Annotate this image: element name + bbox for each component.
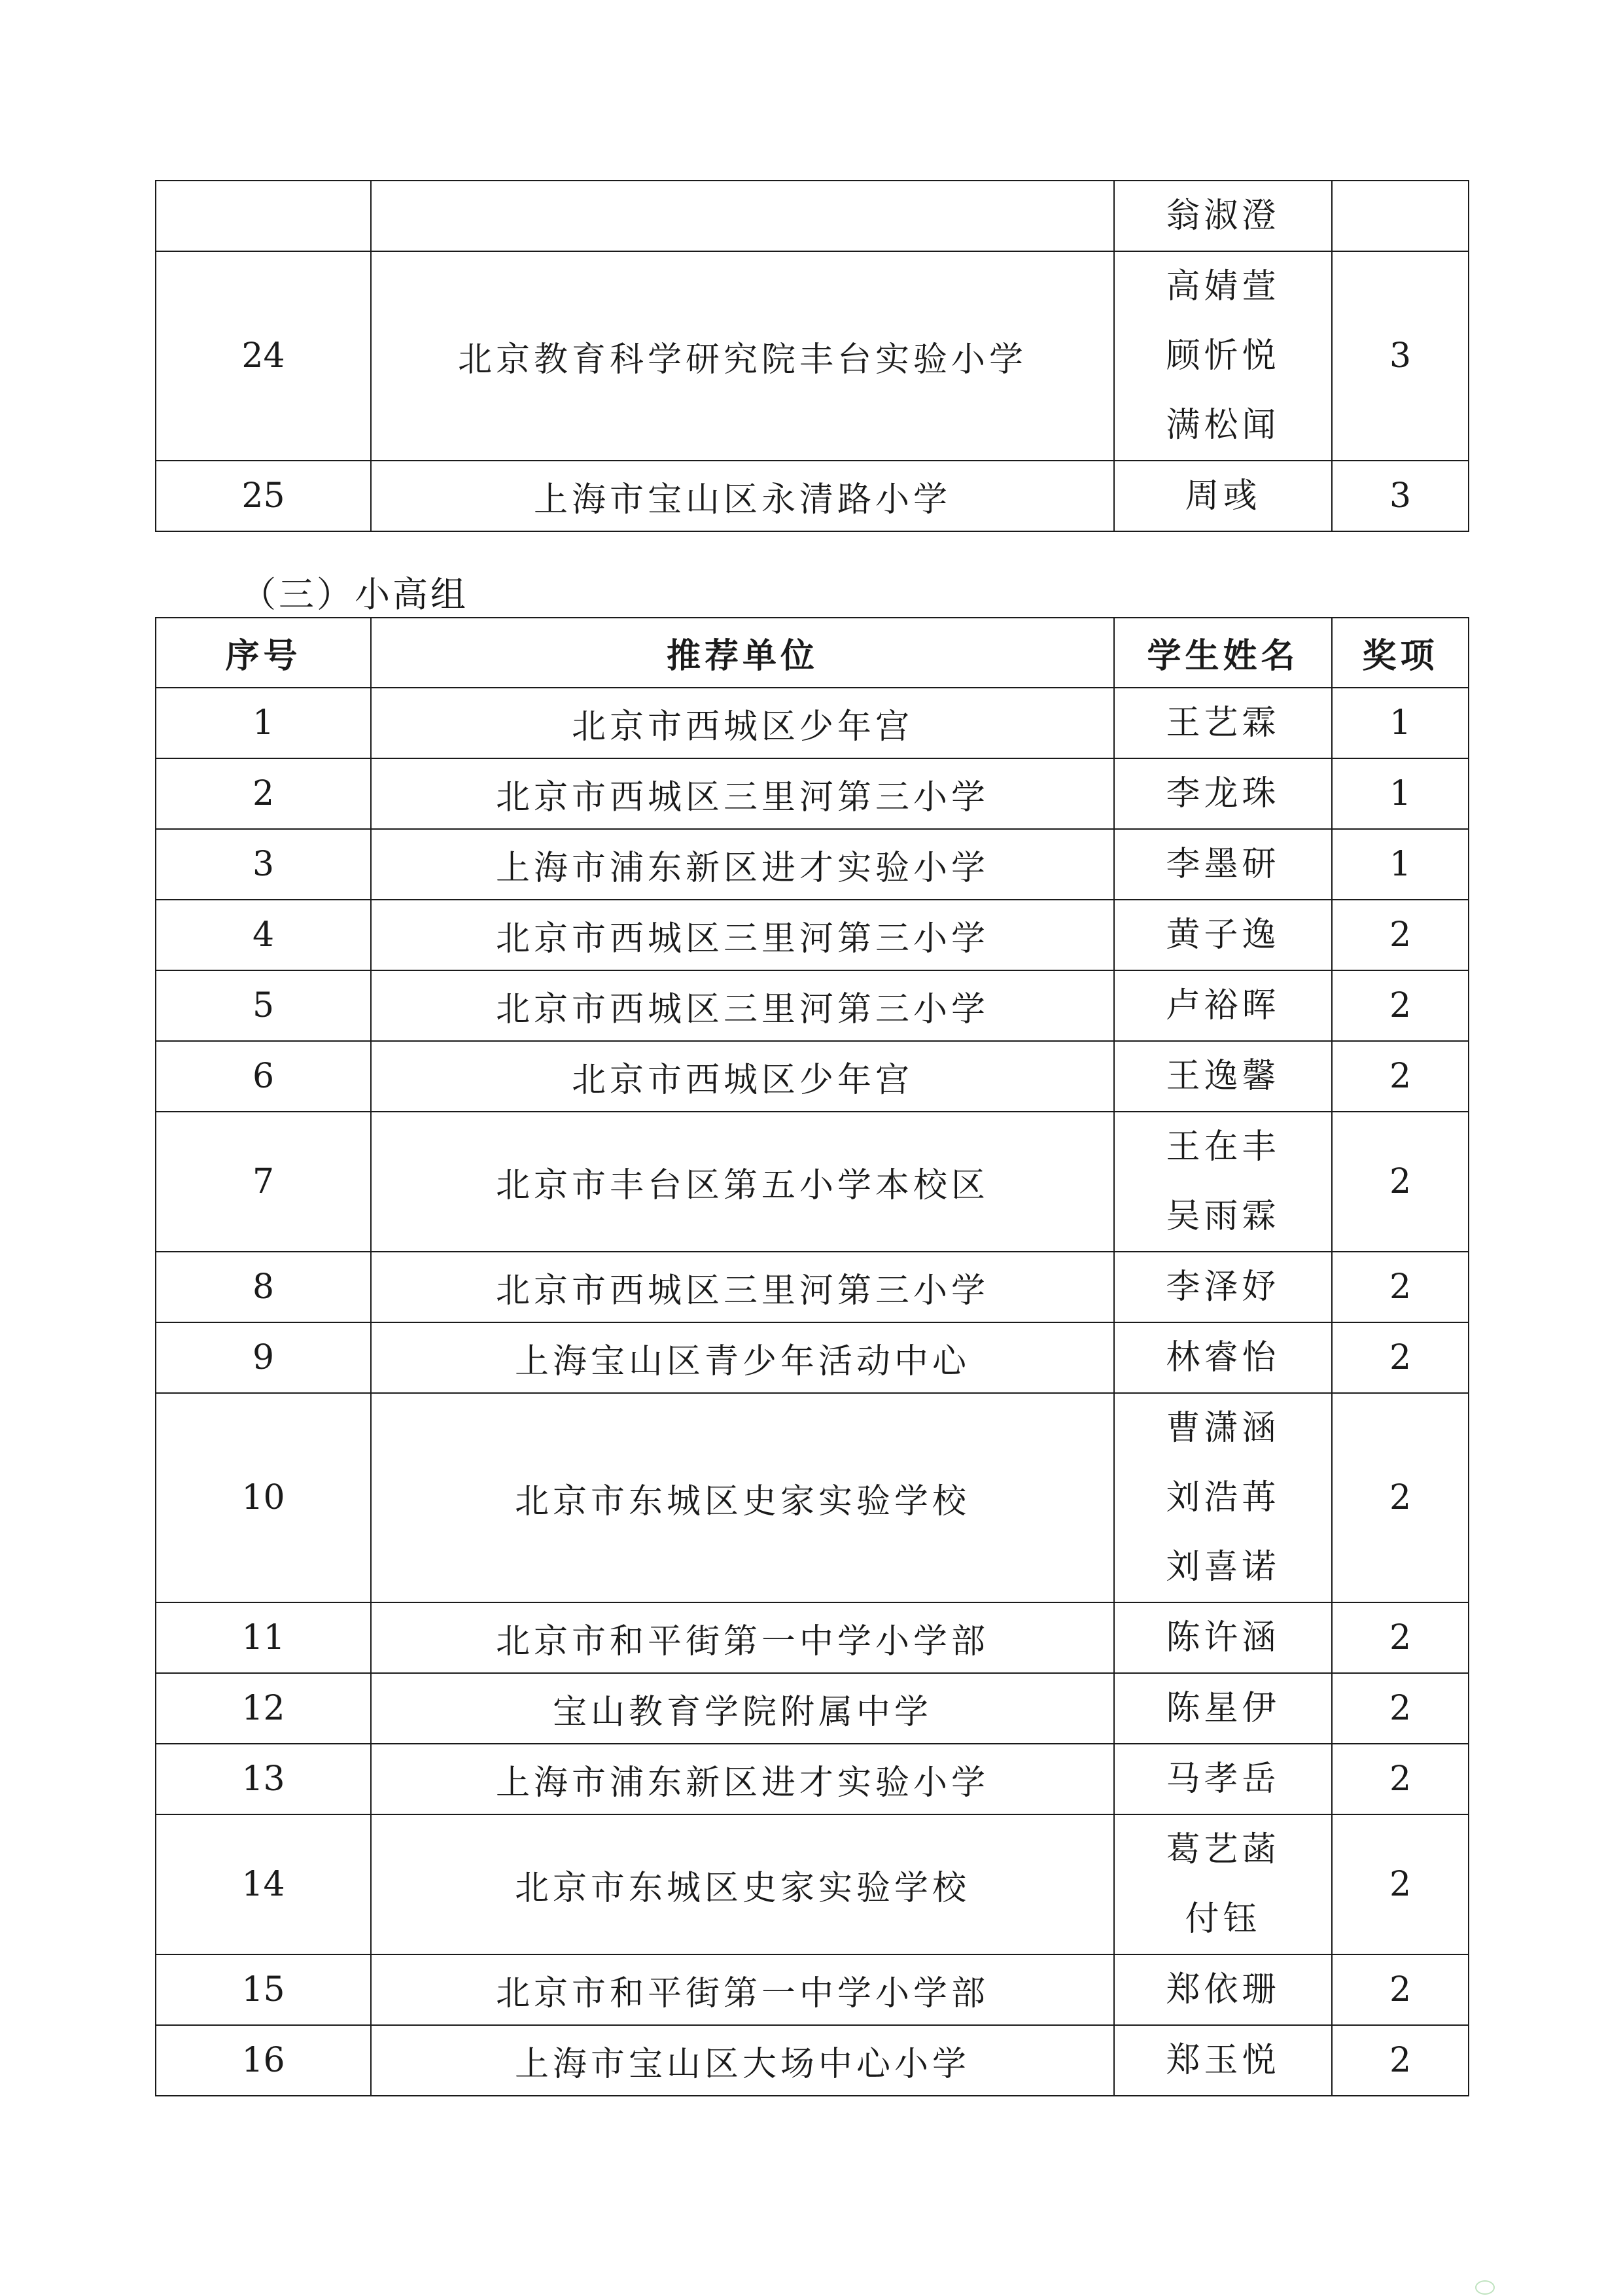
row-number: 8	[156, 1252, 371, 1322]
row-unit: 北京市和平街第一中学小学部	[371, 1954, 1114, 2025]
student-name: 林睿怡	[1166, 1338, 1280, 1377]
row-number: 5	[156, 970, 371, 1041]
row-student-names	[1114, 251, 1332, 461]
row-student-names	[1114, 1393, 1332, 1602]
student-name: 王逸馨	[1166, 1057, 1280, 1096]
row-unit: 北京市西城区三里河第三小学	[371, 900, 1114, 970]
student-name: 刘喜诺	[1166, 1547, 1280, 1587]
row-number: 24	[156, 251, 371, 461]
student-name: 李泽妤	[1166, 1267, 1280, 1307]
table-row	[156, 829, 1469, 900]
row-award: 2	[1332, 1744, 1469, 1814]
table-row	[156, 1252, 1469, 1322]
row-student-names	[1114, 900, 1332, 970]
row-student-names	[1114, 1954, 1332, 2025]
row-number: 2	[156, 758, 371, 829]
row-unit: 北京市东城区史家实验学校	[371, 1814, 1114, 1954]
student-name: 王艺霖	[1166, 703, 1280, 743]
row-student-names	[1114, 1814, 1332, 1954]
row-unit: 北京市西城区少年宫	[371, 1041, 1114, 1112]
table-row	[156, 1041, 1469, 1112]
circle-mark-icon	[1475, 2280, 1495, 2295]
row-award: 2	[1332, 1322, 1469, 1393]
row-unit: 北京市西城区三里河第三小学	[371, 1252, 1114, 1322]
row-award: 2	[1332, 1252, 1469, 1322]
table-row	[156, 688, 1469, 758]
table-row	[156, 1814, 1469, 1954]
student-name: 葛艺菡	[1166, 1830, 1280, 1869]
row-award: 2	[1332, 900, 1469, 970]
row-number: 7	[156, 1112, 371, 1252]
student-name: 曹潇涵	[1166, 1409, 1280, 1448]
row-unit	[371, 181, 1114, 251]
header-award: 奖项	[1332, 618, 1469, 688]
student-name: 翁淑澄	[1166, 196, 1280, 236]
table-row	[156, 758, 1469, 829]
row-student-names	[1114, 1602, 1332, 1673]
continued-award-table	[155, 180, 1469, 532]
row-number	[156, 181, 371, 251]
student-name: 陈许涵	[1166, 1618, 1280, 1657]
table-row	[156, 1744, 1469, 1814]
row-award: 2	[1332, 1602, 1469, 1673]
student-name: 高婧萱	[1166, 267, 1280, 306]
row-student-names	[1114, 1041, 1332, 1112]
student-name: 吴雨霖	[1166, 1197, 1280, 1236]
row-number: 13	[156, 1744, 371, 1814]
student-name: 付钰	[1185, 1899, 1261, 1939]
student-name: 陈星伊	[1166, 1689, 1280, 1728]
row-unit: 上海市浦东新区进才实验小学	[371, 829, 1114, 900]
row-unit: 上海市宝山区大场中心小学	[371, 2025, 1114, 2096]
row-student-names	[1114, 461, 1332, 531]
table-row	[156, 181, 1469, 251]
row-award: 2	[1332, 2025, 1469, 2096]
row-unit: 北京市西城区少年宫	[371, 688, 1114, 758]
row-number: 11	[156, 1602, 371, 1673]
table-row	[156, 970, 1469, 1041]
table-header-row	[156, 618, 1469, 688]
row-award: 2	[1332, 1673, 1469, 1744]
header-names: 学生姓名	[1114, 618, 1332, 688]
row-award: 1	[1332, 758, 1469, 829]
row-student-names	[1114, 829, 1332, 900]
row-student-names	[1114, 1673, 1332, 1744]
row-unit: 上海宝山区青少年活动中心	[371, 1322, 1114, 1393]
row-award: 2	[1332, 1112, 1469, 1252]
row-unit: 上海市浦东新区进才实验小学	[371, 1744, 1114, 1814]
row-number: 1	[156, 688, 371, 758]
row-award: 1	[1332, 829, 1469, 900]
student-name: 顾忻悦	[1166, 336, 1280, 376]
row-student-names	[1114, 1252, 1332, 1322]
table-row	[156, 1322, 1469, 1393]
row-student-names	[1114, 2025, 1332, 2096]
student-name: 马孝岳	[1166, 1759, 1280, 1799]
row-number: 3	[156, 829, 371, 900]
row-award: 2	[1332, 970, 1469, 1041]
row-number: 4	[156, 900, 371, 970]
row-unit: 上海市宝山区永清路小学	[371, 461, 1114, 531]
header-unit: 推荐单位	[371, 618, 1114, 688]
row-number: 16	[156, 2025, 371, 2096]
row-award	[1332, 181, 1469, 251]
row-number: 14	[156, 1814, 371, 1954]
student-name: 李墨研	[1166, 845, 1280, 884]
row-unit: 北京市和平街第一中学小学部	[371, 1602, 1114, 1673]
student-name: 王在丰	[1166, 1127, 1280, 1167]
row-student-names	[1114, 1744, 1332, 1814]
row-unit: 北京市西城区三里河第三小学	[371, 758, 1114, 829]
row-unit: 北京教育科学研究院丰台实验小学	[371, 251, 1114, 461]
table-row	[156, 1112, 1469, 1252]
student-name: 李龙珠	[1166, 774, 1280, 813]
row-student-names	[1114, 181, 1332, 251]
row-award: 2	[1332, 1814, 1469, 1954]
row-student-names	[1114, 1322, 1332, 1393]
row-award: 2	[1332, 1954, 1469, 2025]
row-award: 1	[1332, 688, 1469, 758]
table-row	[156, 1393, 1469, 1602]
table-row	[156, 2025, 1469, 2096]
row-student-names	[1114, 688, 1332, 758]
table-row	[156, 251, 1469, 461]
student-name: 卢裕晖	[1166, 986, 1280, 1025]
row-number: 6	[156, 1041, 371, 1112]
table-row	[156, 1602, 1469, 1673]
row-student-names	[1114, 970, 1332, 1041]
row-unit: 北京市东城区史家实验学校	[371, 1393, 1114, 1602]
student-name: 周彧	[1185, 476, 1261, 516]
row-number: 10	[156, 1393, 371, 1602]
row-unit: 宝山教育学院附属中学	[371, 1673, 1114, 1744]
row-student-names	[1114, 758, 1332, 829]
row-number: 15	[156, 1954, 371, 2025]
row-award: 2	[1332, 1393, 1469, 1602]
row-unit: 北京市西城区三里河第三小学	[371, 970, 1114, 1041]
table-row	[156, 461, 1469, 531]
row-number: 12	[156, 1673, 371, 1744]
row-award: 2	[1332, 1041, 1469, 1112]
row-number: 25	[156, 461, 371, 531]
student-name: 满松闻	[1166, 406, 1280, 445]
table-row	[156, 1954, 1469, 2025]
table-row	[156, 1673, 1469, 1744]
row-number: 9	[156, 1322, 371, 1393]
header-no: 序号	[156, 618, 371, 688]
student-name: 黄子逸	[1166, 915, 1280, 955]
section-title: （三）小高组	[241, 574, 468, 615]
student-name: 郑依珊	[1166, 1970, 1280, 2009]
student-name: 郑玉悦	[1166, 2041, 1280, 2080]
award-table	[155, 617, 1469, 2096]
row-unit: 北京市丰台区第五小学本校区	[371, 1112, 1114, 1252]
student-name: 刘浩苒	[1166, 1478, 1280, 1517]
row-student-names	[1114, 1112, 1332, 1252]
row-award: 3	[1332, 461, 1469, 531]
table-row	[156, 900, 1469, 970]
row-award: 3	[1332, 251, 1469, 461]
